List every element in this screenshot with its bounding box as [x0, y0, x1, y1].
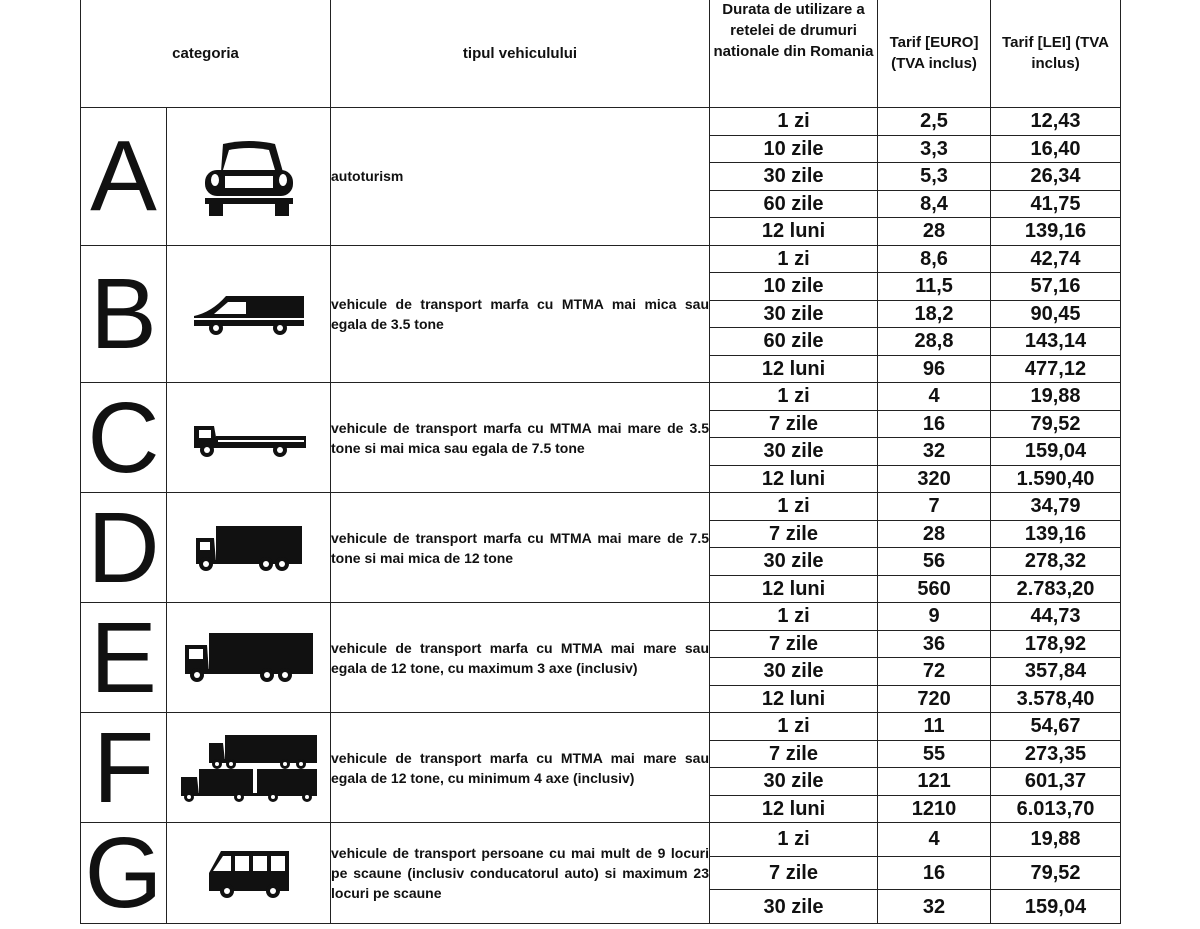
tariff-eur-cell: 3,3 [878, 135, 991, 163]
header-row [81, 0, 1121, 108]
duration-cell: 1 zi [710, 823, 878, 857]
tariff-eur-cell: 121 [878, 768, 991, 796]
duration-cell: 1 zi [710, 108, 878, 136]
road-toll-tariff-table [80, 0, 1121, 929]
vehicle-description: vehicule de transport marfa cu MTMA mai mica sau egala de 3.5 tone [331, 245, 710, 383]
category-letter: F [81, 713, 167, 823]
tariff-lei-cell: 6.013,70 [991, 795, 1121, 823]
tariff-lei-cell: 139,16 [991, 218, 1121, 246]
tariff-lei-cell: 278,32 [991, 548, 1121, 576]
category-letter: G [81, 823, 167, 924]
tariff-eur-cell: 32 [878, 438, 991, 466]
vehicle-description: autoturism [331, 108, 710, 246]
duration-cell: 60 zile [710, 328, 878, 356]
duration-cell: 1 zi [710, 383, 878, 411]
tariff-lei-cell: 26,34 [991, 163, 1121, 191]
vehicle-icon-cell [167, 383, 331, 493]
box-truck-icon [167, 524, 330, 572]
tariff-lei-cell: 2.783,20 [991, 575, 1121, 603]
duration-cell: 30 zile [710, 658, 878, 686]
duration-cell: 12 luni [710, 355, 878, 383]
header-tariff-lei: Tarif [LEI] (TVA inclus) [991, 0, 1121, 108]
header-duration: Durata de utilizare a retelei de drumuri nationale din Romania [710, 0, 878, 108]
duration-cell: 1 zi [710, 245, 878, 273]
tariff-eur-cell: 28 [878, 520, 991, 548]
tariff-eur-cell: 16 [878, 856, 991, 890]
duration-cell: 10 zile [710, 135, 878, 163]
vehicle-icon-cell [167, 245, 331, 383]
duration-cell: 7 zile [710, 410, 878, 438]
vehicle-icon-cell [167, 713, 331, 823]
tariff-lei-cell: 159,04 [991, 890, 1121, 924]
tariff-eur-cell: 16 [878, 410, 991, 438]
duration-cell: 1 zi [710, 493, 878, 521]
duration-cell: 12 luni [710, 795, 878, 823]
tariff-lei-cell: 54,67 [991, 713, 1121, 741]
tariff-lei-cell: 477,12 [991, 355, 1121, 383]
tariff-eur-cell: 96 [878, 355, 991, 383]
duration-cell: 7 zile [710, 740, 878, 768]
duration-cell: 7 zile [710, 856, 878, 890]
tariff-lei-cell: 12,43 [991, 108, 1121, 136]
tariff-lei-cell: 178,92 [991, 630, 1121, 658]
tariff-lei-cell: 1.590,40 [991, 465, 1121, 493]
tariff-eur-cell: 18,2 [878, 300, 991, 328]
tariff-lei-cell: 16,40 [991, 135, 1121, 163]
duration-cell: 1 zi [710, 603, 878, 631]
duration-cell: 7 zile [710, 520, 878, 548]
tariff-eur-cell: 560 [878, 575, 991, 603]
duration-cell: 12 luni [710, 218, 878, 246]
tariff-lei-cell: 19,88 [991, 823, 1121, 857]
tariff-lei-cell: 357,84 [991, 658, 1121, 686]
tariff-eur-cell: 56 [878, 548, 991, 576]
tariff-lei-cell: 159,04 [991, 438, 1121, 466]
tariff-lei-cell: 57,16 [991, 273, 1121, 301]
tariff-lei-cell: 79,52 [991, 410, 1121, 438]
category-letter: C [81, 383, 167, 493]
tariff-eur-cell: 4 [878, 823, 991, 857]
tariff-lei-cell: 19,88 [991, 383, 1121, 411]
vehicle-icon-cell [167, 493, 331, 603]
duration-cell: 12 luni [710, 685, 878, 713]
tariff-eur-cell: 1210 [878, 795, 991, 823]
minibus-icon [167, 847, 330, 899]
duration-cell: 30 zile [710, 438, 878, 466]
flatbed-truck-icon [167, 418, 330, 458]
header-tariff-eur: Tarif [EURO] (TVA inclus) [878, 0, 991, 108]
duration-cell: 12 luni [710, 575, 878, 603]
tariff-eur-cell: 11,5 [878, 273, 991, 301]
tariff-lei-cell: 273,35 [991, 740, 1121, 768]
tariff-eur-cell: 72 [878, 658, 991, 686]
tariff-lei-cell: 42,74 [991, 245, 1121, 273]
tariff-lei-cell: 601,37 [991, 768, 1121, 796]
tariff-row [81, 603, 1121, 631]
tariff-eur-cell: 36 [878, 630, 991, 658]
tariff-row [81, 108, 1121, 136]
category-letter: B [81, 245, 167, 383]
tariff-eur-cell: 320 [878, 465, 991, 493]
tariff-eur-cell: 2,5 [878, 108, 991, 136]
category-letter: A [81, 108, 167, 246]
header-category: categoria [81, 0, 331, 108]
large-truck-icon [167, 633, 330, 683]
duration-cell: 30 zile [710, 890, 878, 924]
tariff-lei-cell: 139,16 [991, 520, 1121, 548]
tariff-eur-cell: 55 [878, 740, 991, 768]
tariff-lei-cell: 41,75 [991, 190, 1121, 218]
vehicle-description: vehicule de transport marfa cu MTMA mai mare sau egala de 12 tone, cu maximum 3 axe (inclusiv) [331, 603, 710, 713]
tariff-eur-cell: 7 [878, 493, 991, 521]
vehicle-description: vehicule de transport marfa cu MTMA mai mare sau egala de 12 tone, cu minimum 4 axe (inclusiv) [331, 713, 710, 823]
tariff-lei-cell: 34,79 [991, 493, 1121, 521]
van-icon [167, 292, 330, 336]
tariff-row [81, 713, 1121, 741]
vehicle-icon-cell [167, 108, 331, 246]
car-front-icon [167, 136, 330, 216]
header-vehicle-type: tipul vehiculului [331, 0, 710, 108]
tariff-lei-cell: 44,73 [991, 603, 1121, 631]
tariff-eur-cell: 9 [878, 603, 991, 631]
duration-cell: 30 zile [710, 548, 878, 576]
vehicle-icon-cell [167, 823, 331, 924]
tariff-lei-cell: 90,45 [991, 300, 1121, 328]
vehicle-description: vehicule de transport persoane cu mai mult de 9 locuri pe scaune (inclusiv conducatorul auto) si maximum 23 locuri pe scaune [331, 823, 710, 924]
tariff-lei-cell: 3.578,40 [991, 685, 1121, 713]
truck-trailer-icon [167, 733, 330, 803]
tariff-row [81, 383, 1121, 411]
tariff-eur-cell: 11 [878, 713, 991, 741]
tariff-eur-cell: 4 [878, 383, 991, 411]
category-letter: D [81, 493, 167, 603]
duration-cell: 30 zile [710, 768, 878, 796]
vehicle-description: vehicule de transport marfa cu MTMA mai mare de 3.5 tone si mai mica sau egala de 7.5 tone [331, 383, 710, 493]
tariff-eur-cell: 720 [878, 685, 991, 713]
vehicle-description: vehicule de transport marfa cu MTMA mai mare de 7.5 tone si mai mica de 12 tone [331, 493, 710, 603]
tariff-lei-cell: 143,14 [991, 328, 1121, 356]
tariff-row [81, 245, 1121, 273]
tariff-eur-cell: 8,4 [878, 190, 991, 218]
duration-cell: 60 zile [710, 190, 878, 218]
duration-cell: 1 zi [710, 713, 878, 741]
vehicle-icon-cell [167, 603, 331, 713]
tariff-eur-cell: 28,8 [878, 328, 991, 356]
tariff-eur-cell: 8,6 [878, 245, 991, 273]
tariff-lei-cell: 79,52 [991, 856, 1121, 890]
tariff-eur-cell: 5,3 [878, 163, 991, 191]
duration-cell: 10 zile [710, 273, 878, 301]
category-letter: E [81, 603, 167, 713]
duration-cell: 30 zile [710, 163, 878, 191]
tariff-eur-cell: 28 [878, 218, 991, 246]
tariff-row [81, 823, 1121, 857]
tariff-row [81, 493, 1121, 521]
duration-cell: 12 luni [710, 465, 878, 493]
duration-cell: 30 zile [710, 300, 878, 328]
duration-cell: 7 zile [710, 630, 878, 658]
tariff-eur-cell: 32 [878, 890, 991, 924]
